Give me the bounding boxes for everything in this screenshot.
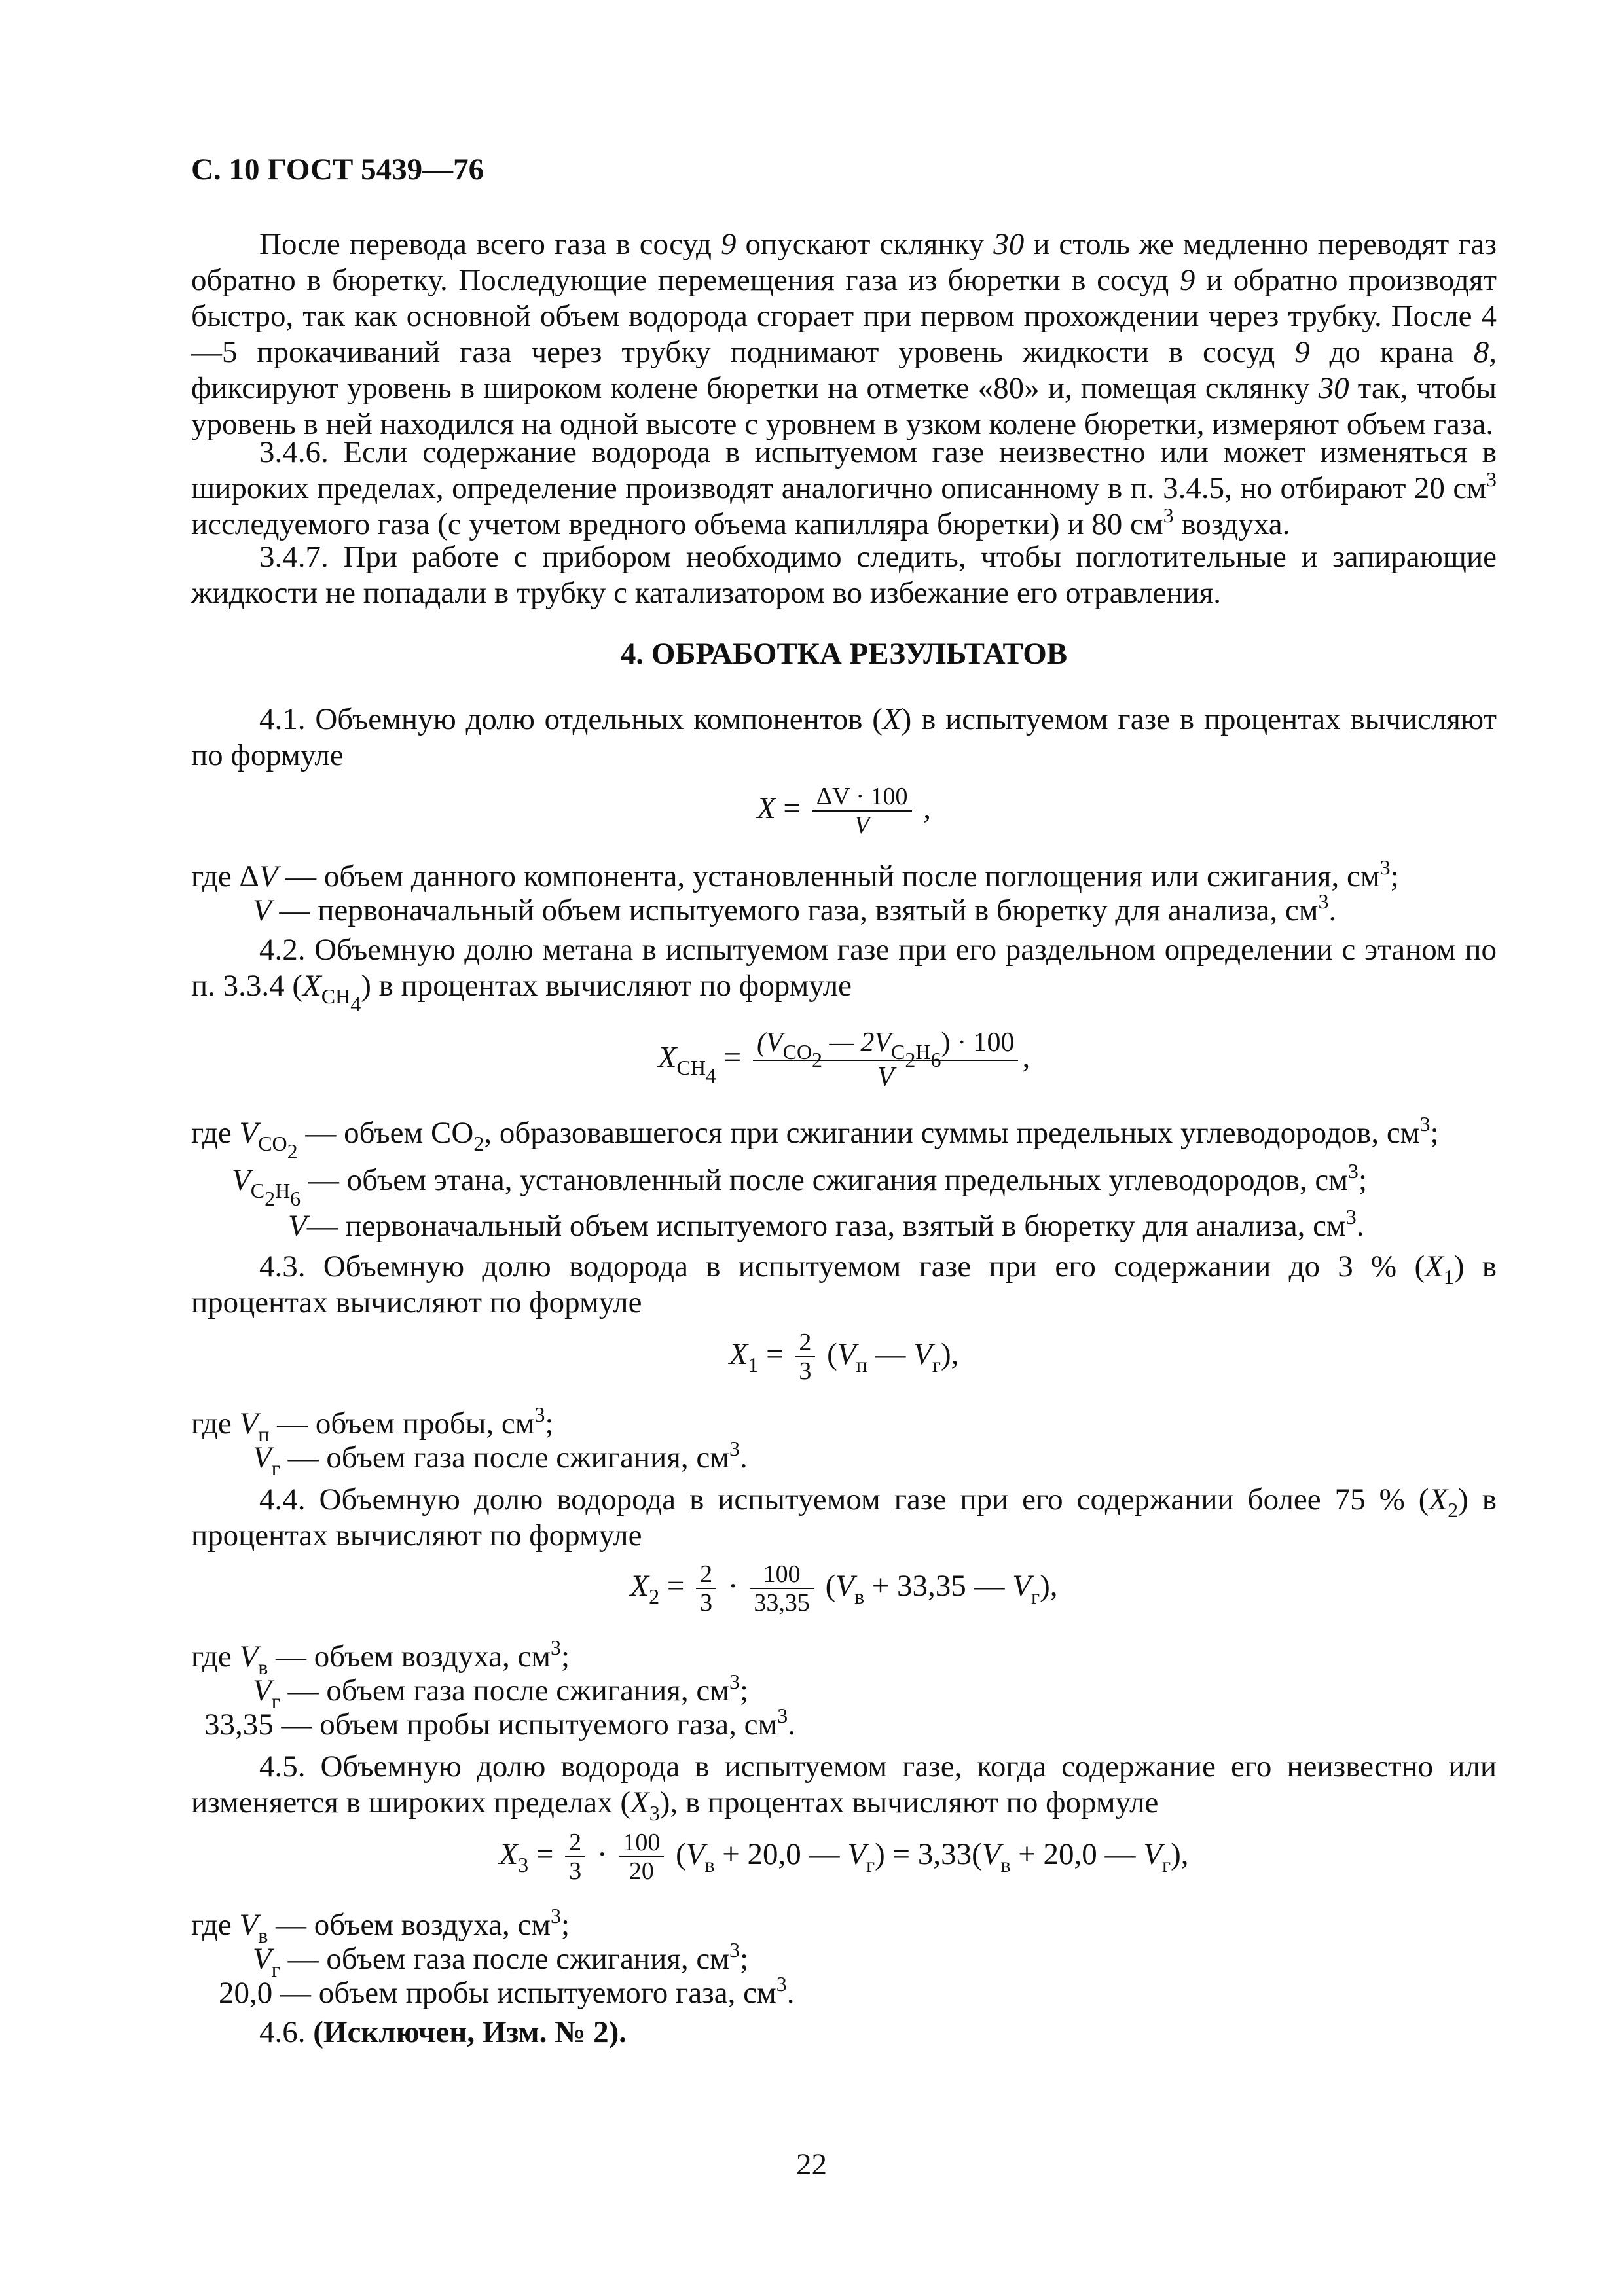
fraction: $\frac{2}{3}$	[795, 1329, 815, 1385]
section-title: 4. ОБРАБОТКА РЕЗУЛЬТАТОВ	[620, 637, 1068, 671]
paragraph-4-4: 4.4. Объемную долю водорода в испытуемом газе при его содержании более 75 % $(X_2)$ в процентах вычисляют по формуле	[191, 1482, 1497, 1552]
formula-4-1: X = $\frac{\Delta V \cdot 100}{V}$ ,	[756, 783, 932, 839]
paragraph-gas-transfer: После перевода всего газа в сосуд 9 опускают склянку 30 и столь же медленно переводят газ обратно в бюретку. Последующие перемещения газа из бюретки в сосуд 9 и обратно производят быстро, так как основной объем водорода сгорает при первом прохождении через трубку. После 4—5 прокачиваний газа через трубку поднимают уровень жидкости в сосуд 9 до крана 8, фиксируют уровень в широком колене бюретки на отметке «80» и, помещая склянку 30 так, чтобы уровень в ней находился на одной высоте с уровнем в узком колене бюретки, измеряют объем газа.	[191, 227, 1497, 441]
fraction: $\frac{(V_{CO_2} — 2V_{C_2H_6}) \cdot 100}{V}$	[753, 1026, 1019, 1094]
where-4-1-a: где ΔV — объем данного компонента, установленный после поглощения или сжигания, $см^3$;	[191, 855, 1399, 893]
where-4-3-a: где $V_п$ — объем пробы, $см^3$;	[191, 1403, 554, 1446]
paragraph-4-3: 4.3. Объемную долю водорода в испытуемом газе при его содержании до 3 % $(X_1)$ в процентах вычисляют по формуле	[191, 1249, 1497, 1319]
where-4-5-b: $V_г$ — объем газа после сжигания, $см^3$;	[253, 1938, 749, 1981]
fraction: $\frac{100}{20}$	[619, 1829, 664, 1885]
paragraph-3-4-6: 3.4.6. Если содержание водорода в испытуемом газе неизвестно или может изменяться в широких пределах, определение производят аналогично описанному в п. 3.4.5, но отбирают 20 $см^3$ исследуемого газа (с учетом вредного объема капилляра бюретки) и 80 $см^3$ воздуха.	[191, 435, 1497, 541]
where-4-4-a: где $V_в$ — объем воздуха, $см^3$;	[191, 1636, 570, 1679]
where-4-2-c: V— первоначальный объем испытуемого газа, взятый в бюретку для анализа, $см^3$.	[288, 1205, 1364, 1243]
paragraph-4-5: 4.5. Объемную долю водорода в испытуемом газе, когда содержание его неизвестно или изменяется в широких пределах $(X_3)$, в процентах вычисляют по формуле	[191, 1749, 1497, 1825]
formula-4-4: $X_2$ = $\frac{2}{3}$ · $\frac{100}{33,35}$ ($V_в + 33,35$ — $V_г$),	[630, 1560, 1058, 1617]
where-4-5-c: 20,0 — объем пробы испытуемого газа, $см^3$.	[219, 1972, 795, 2010]
paragraph-3-4-7: 3.4.7. При работе с прибором необходимо следить, чтобы поглотительные и запирающие жидкости не попадали в трубку с катализатором во избежание его отравления.	[191, 540, 1497, 610]
fraction: $\frac{2}{3}$	[696, 1560, 716, 1617]
formula-4-2: $X_{CH_4}$ = $\frac{(V_{CO_2} — 2V_{C_2H_6}) \cdot 100}{V}$ ,	[657, 1028, 1030, 1092]
formula-4-3: $X_1$ = $\frac{2}{3}$ ($V_п$ — $V_г$),	[729, 1329, 959, 1385]
fraction: $\frac{2}{3}$	[565, 1829, 585, 1885]
where-4-2-b: $V_{C_2H_6}$ — объем этана, установленный после сжигания предельных углеводородов, $см^3$;	[232, 1159, 1368, 1210]
running-header: С. 10 ГОСТ 5439—76	[191, 152, 484, 187]
fraction: $\frac{\Delta V \cdot 100}{V}$	[812, 783, 912, 839]
where-4-4-c: 33,35 — объем пробы испытуемого газа, $см^3$.	[204, 1704, 795, 1742]
where-4-2-a: где $V_{CO_2}$ — объем $CO_2$, образовавшегося при сжигании суммы предельных углеводородов, $см^3$;	[191, 1112, 1439, 1163]
formula-4-5: $X_3$ = $\frac{2}{3}$ · $\frac{100}{20}$ ($V_в + 20,0$ — $V_г) = 3,33(V_в + 20,0$ — $V_г$),	[499, 1829, 1189, 1885]
paragraph-4-6: 4.6. (Исключен, Изм. № 2).	[259, 2015, 627, 2049]
paragraph-4-2: 4.2. Объемную долю метана в испытуемом газе при его раздельном определении с этаном по п. 3.3.4 $(X_{CH_4})$ в процентах вычисляют по формуле	[191, 933, 1497, 1016]
paragraph-4-1: 4.1. Объемную долю отдельных компонентов (X) в испытуемом газе в процентах вычисляют по формуле	[191, 702, 1497, 772]
where-4-4-b: $V_г$ — объем газа после сжигания, $см^3$;	[253, 1670, 749, 1713]
where-4-1-b: V — первоначальный объем испытуемого газа, взятый в бюретку для анализа, $см^3$.	[253, 889, 1337, 927]
where-4-3-b: $V_г$ — объем газа после сжигания, $см^3$.	[253, 1437, 748, 1480]
page-number: 22	[796, 2147, 827, 2181]
fraction: $\frac{100}{33,35}$	[750, 1560, 814, 1617]
where-4-5-a: где $V_в$ — объем воздуха, $см^3$;	[191, 1904, 570, 1947]
